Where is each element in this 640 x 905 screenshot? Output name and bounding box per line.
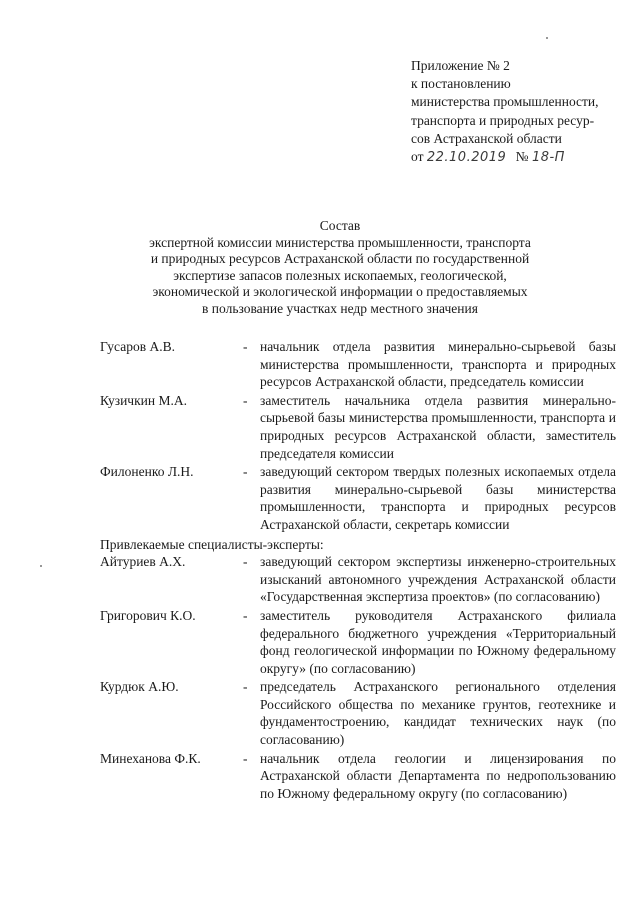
expert-row: [100, 678, 616, 748]
member-dash: -: [243, 392, 248, 408]
commission-list: [100, 338, 616, 803]
member-name: Кузичкин М.А.: [100, 392, 187, 408]
appendix-line: сов Астраханской области: [411, 130, 562, 146]
member-row: [100, 463, 616, 533]
expert-role: заместитель руководителя Астраханского филиала федерального бюджетного учреждения «Территориальный фонд геологической информации по Южному федеральному округу» (по согласованию): [260, 607, 616, 676]
expert-dash: -: [243, 679, 248, 695]
number-prefix: №: [515, 149, 529, 165]
member-role: заместитель начальника отдела развития минерально-сырьевой базы министерства промышленности, транспорта и природных ресурсов Астраханской области, заместитель председателя комиссии: [260, 392, 616, 461]
member-row: [100, 392, 616, 462]
expert-row: [100, 553, 616, 606]
expert-name: Айтуриев А.Х.: [100, 554, 186, 570]
expert-name: Григорович К.О.: [100, 607, 196, 623]
expert-row: [100, 607, 616, 677]
title-line: и природных ресурсов Астраханской области по государственной: [150, 251, 530, 267]
title-line: экономической и экологической информации о предоставляемых: [152, 284, 528, 300]
appendix-block: [411, 57, 636, 167]
appendix-line: Приложение № 2: [411, 58, 510, 73]
expert-name: Курдюк А.Ю.: [100, 679, 179, 695]
scan-speck: [40, 565, 42, 567]
title-line: экспертной комиссии министерства промышленности, транспорта: [149, 234, 531, 250]
member-name: Филоненко Л.Н.: [100, 464, 194, 480]
expert-row: [100, 750, 616, 803]
experts-heading: Привлекаемые специалисты-эксперты:: [100, 536, 324, 552]
document-title: [120, 218, 560, 318]
member-role: заведующий сектором твердых полезных ископаемых отдела развития минерально-сырьевой базы министерства промышленности, транспорта и природных ресурсов Астраханской области, секретарь комиссии: [260, 464, 616, 532]
member-dash: -: [243, 339, 248, 354]
appendix-line: к постановлению: [411, 76, 511, 92]
title-heading: Состав: [319, 218, 361, 233]
expert-dash: -: [243, 554, 248, 570]
appendix-date-line: [411, 148, 636, 167]
date-prefix: от: [411, 149, 424, 165]
scan-speck: [546, 37, 548, 39]
member-role: начальник отдела развития минерально-сырьевой базы министерства промышленности, транспорта и природных ресурсов Астраханской области, председатель комиссии: [260, 339, 616, 390]
handwritten-date: 22.10.2019: [426, 150, 507, 166]
title-line: в пользование участках недр местного значения: [202, 300, 478, 316]
title-line: экспертизе запасов полезных ископаемых, геологической,: [173, 267, 507, 283]
expert-dash: -: [243, 750, 248, 766]
handwritten-number: 18-П: [531, 150, 565, 166]
member-name: Гусаров А.В.: [100, 339, 175, 354]
expert-role: начальник отдела геологии и лицензирования по Астраханской области Департамента по недропользованию по Южному федеральному округу (по согласованию): [260, 750, 616, 801]
appendix-line: министерства промышленности,: [411, 94, 599, 110]
expert-role: заведующий сектором экспертизы инженерно-строительных изысканий автономного учреждения Астраханской области «Государственная экспертиза проектов» (по согласованию): [260, 554, 616, 605]
expert-role: председатель Астраханского регионального отделения Российского общества по механике грунтов, геотехнике и фундаментостроению, кандидат технических наук (по согласованию): [260, 679, 616, 748]
appendix-line: транспорта и природных ресур-: [411, 112, 595, 128]
member-dash: -: [243, 464, 248, 480]
member-row: [100, 338, 616, 391]
expert-name: Минеханова Ф.К.: [100, 750, 201, 766]
expert-dash: -: [243, 607, 248, 623]
